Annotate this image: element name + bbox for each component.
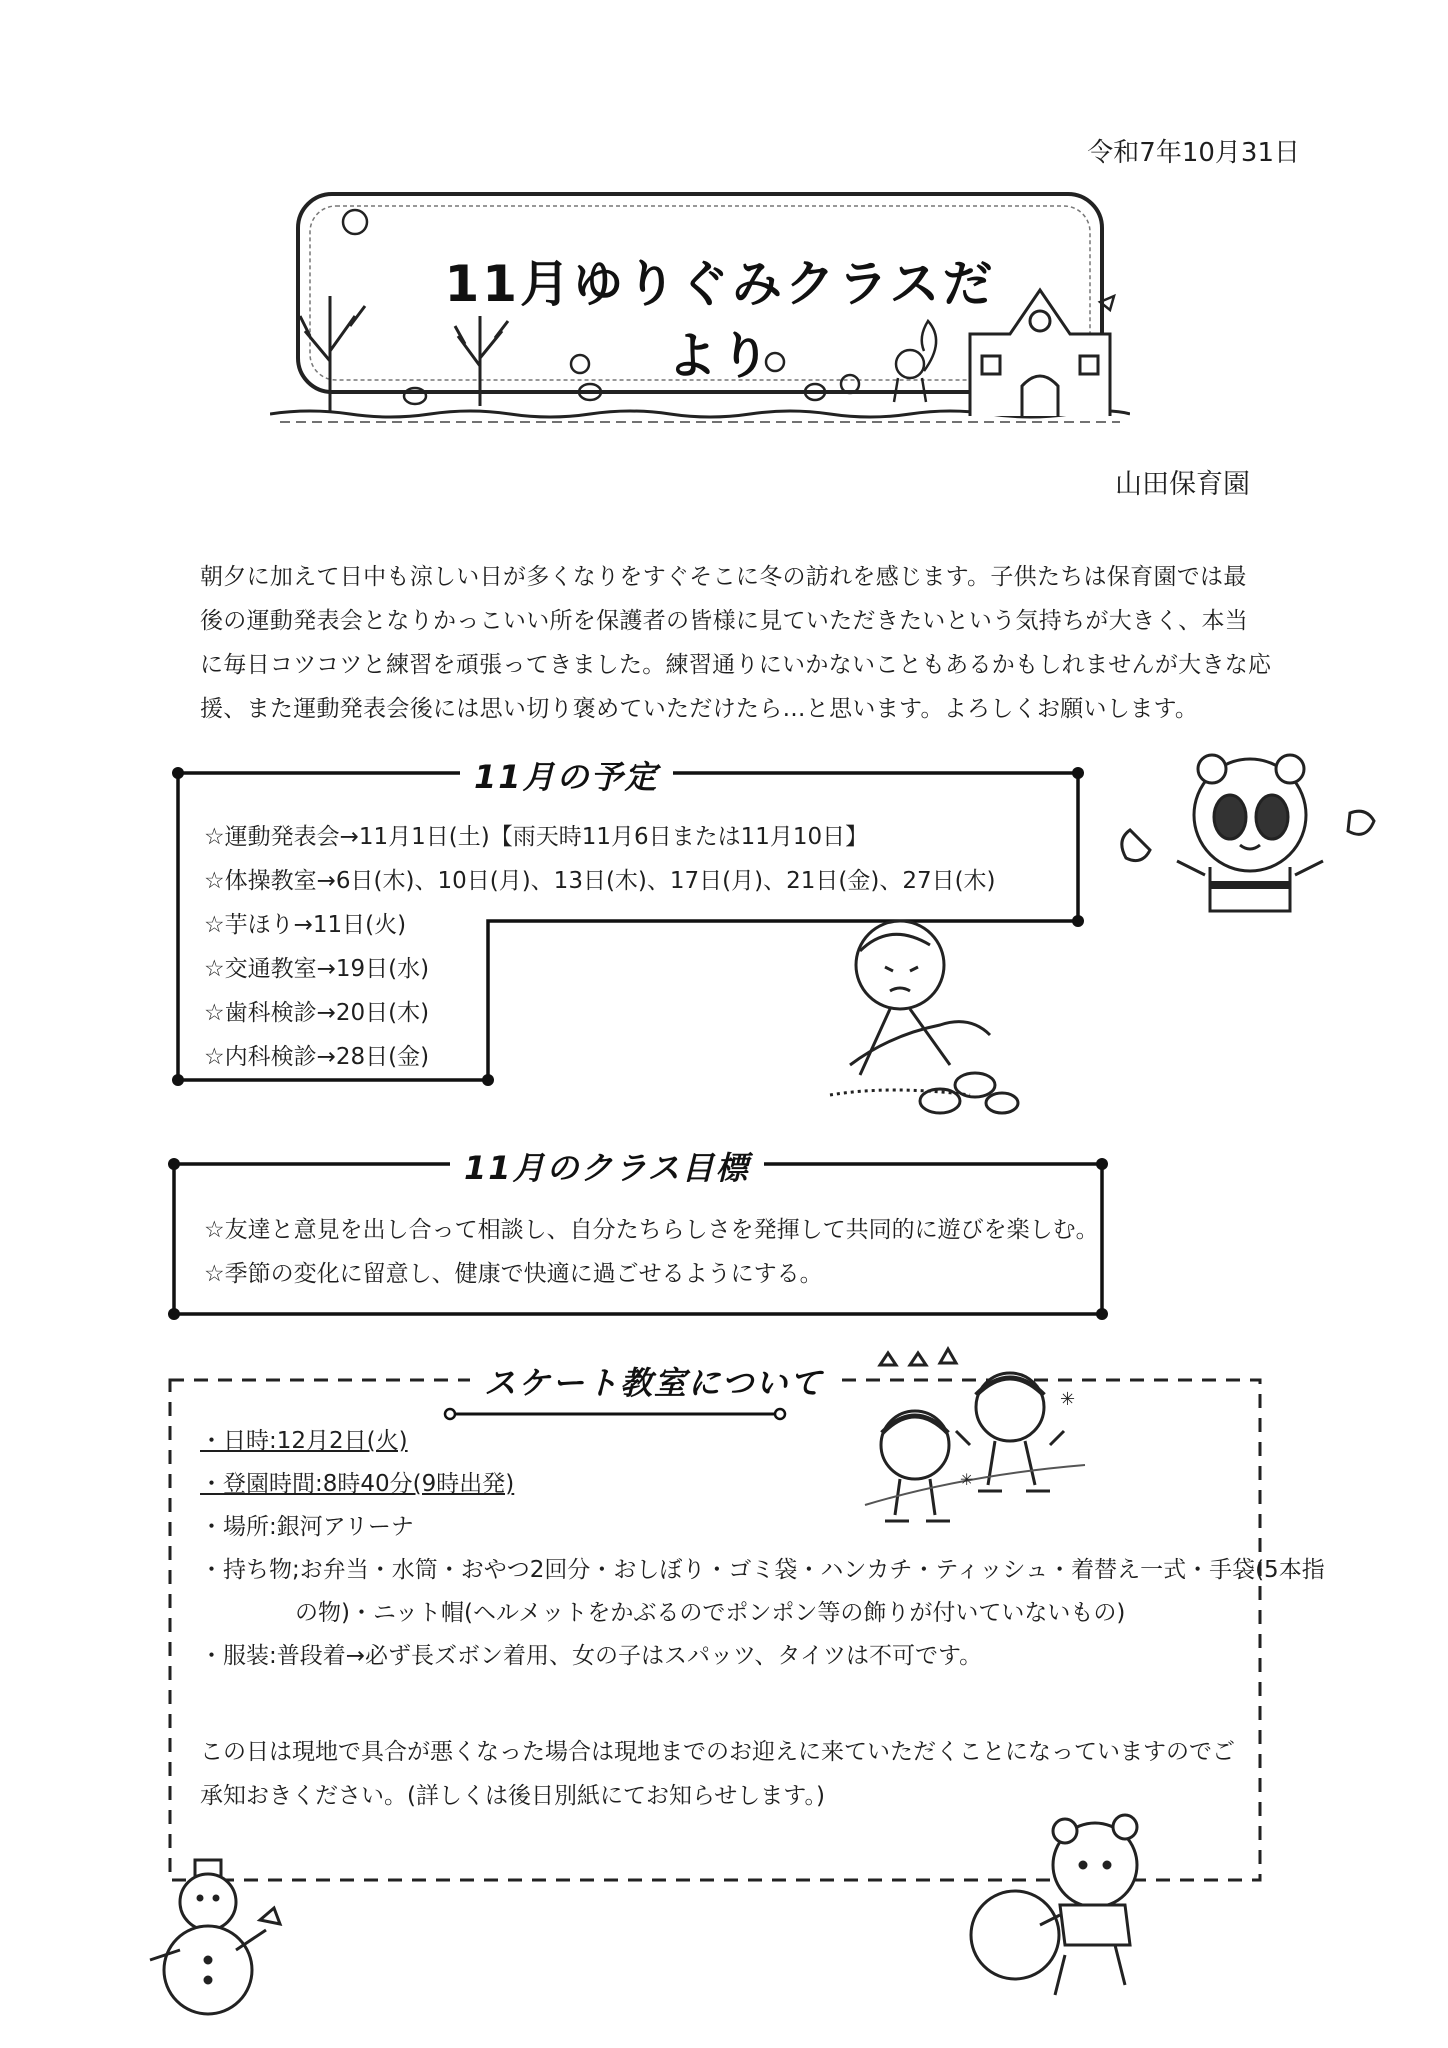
bear-snowball-illustration	[965, 1795, 1165, 2015]
intro-line: 後の運動発表会となりかっこいい所を保護者の皆様に見ていただきたいという気持ちが大きく、本当	[200, 608, 1249, 634]
child-digging-illustration	[790, 905, 1050, 1135]
intro-line: 援、また運動発表会後には思い切り褒めていただけたら…と思います。よろしくお願いします。	[200, 696, 1199, 722]
skate-details	[200, 1420, 1325, 1678]
snowman-illustration	[140, 1840, 300, 2040]
skate-title: スケート教室について	[470, 1358, 837, 1404]
svg-text:✳: ✳	[960, 1470, 974, 1489]
schedule-item: ☆内科検診→28日(金)	[204, 1044, 430, 1070]
skate-note-line: 承知おきください。(詳しくは後日別紙にてお知らせします。)	[200, 1783, 825, 1809]
title-banner	[270, 186, 1130, 426]
skate-location: ・場所:銀河アリーナ	[200, 1514, 414, 1540]
skate-note-line: この日は現地で具合が悪くなった場合は現地までのお迎えに来ていただくことになっていますのでご	[200, 1739, 1235, 1765]
schedule-item: ☆交通教室→19日(水)	[204, 956, 430, 982]
schedule-item: ☆芋ほり→11日(火)	[204, 912, 407, 938]
schedule-item: ☆歯科検診→20日(木)	[204, 1000, 430, 1026]
school-name: 山田保育園	[1115, 469, 1250, 500]
skate-arrival-time: ・登園時間:8時40分(9時出発)	[200, 1471, 515, 1497]
skate-clothing: ・服装:普段着→必ず長ズボン着用、女の子はスパッツ、タイツは不可です。	[200, 1643, 983, 1669]
intro-paragraph	[200, 555, 1272, 731]
intro-line: 朝夕に加えて日中も涼しい日が多くなりをすぐそこに冬の訪れを感じます。子供たちは保育園では最	[200, 564, 1247, 590]
skate-date: ・日時:12月2日(火)	[200, 1428, 408, 1454]
leaf-icon	[1122, 830, 1150, 861]
schedule-item: ☆体操教室→6日(木)、10日(月)、13日(木)、17日(月)、21日(金)、27日(木)	[204, 868, 996, 894]
goals-list	[204, 1208, 1099, 1296]
goals-title: 11月のクラス目標	[450, 1143, 764, 1189]
issue-date: 令和7年10月31日	[1087, 138, 1300, 168]
intro-line: に毎日コツコツと練習を頑張ってきました。練習通りにいかないこともあるかもしれませんが大きな応	[200, 652, 1272, 678]
skate-belongings: ・持ち物;お弁当・水筒・おやつ2回分・おしぼり・ゴミ袋・ハンカチ・ティッシュ・着替え一式・手袋(5本指	[200, 1557, 1325, 1583]
bear-illustration	[1100, 735, 1400, 935]
schedule-title: 11月の予定	[460, 752, 673, 798]
goal-item: ☆季節の変化に留意し、健康で快適に過ごせるようにする。	[204, 1261, 823, 1287]
svg-text:✳: ✳	[1060, 1389, 1076, 1410]
leaf-icon	[1348, 811, 1374, 834]
schedule-item: ☆運動発表会→11月1日(土)【雨天時11月6日または11月10日】	[204, 824, 869, 850]
skate-belongings-continued: の物)・ニット帽(ヘルメットをかぶるのでポンポン等の飾りが付いていないもの)	[295, 1600, 1126, 1626]
goal-item: ☆友達と意見を出し合って相談し、自分たちらしさを発揮して共同的に遊びを楽しむ。	[204, 1217, 1099, 1243]
newsletter-title: 11月ゆりぐみクラスだより	[444, 255, 996, 385]
